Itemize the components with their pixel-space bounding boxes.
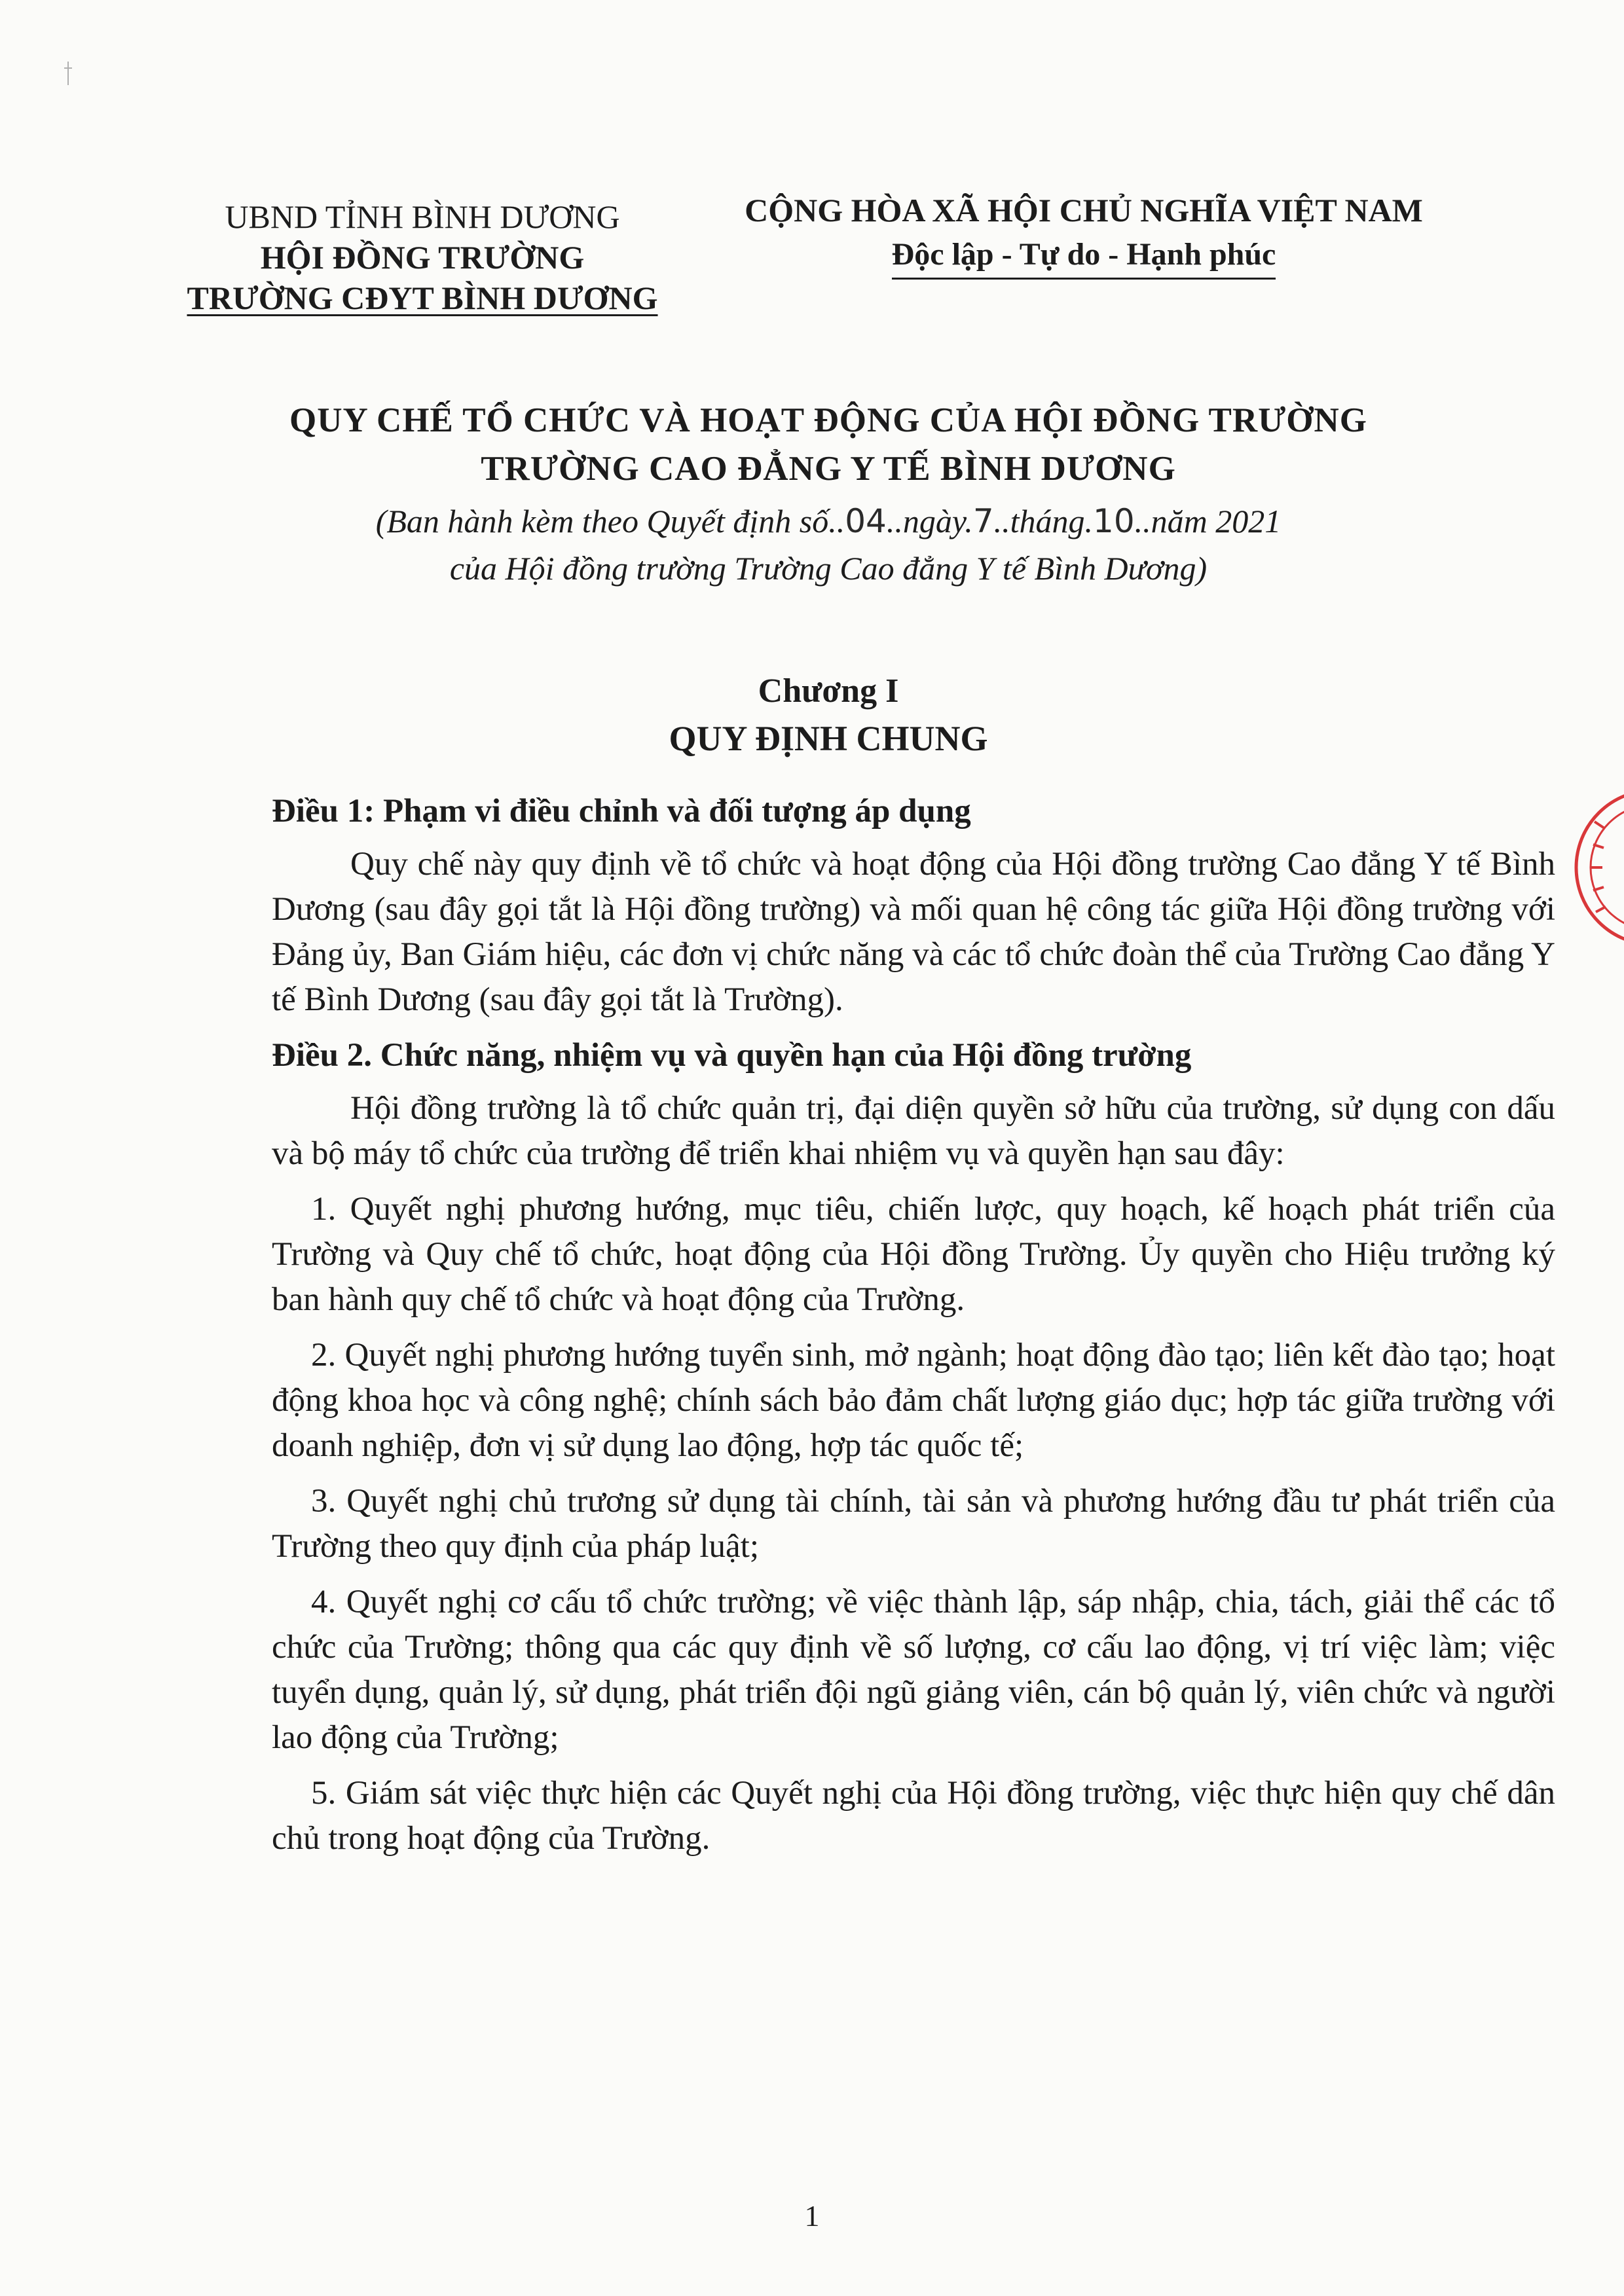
- chapter-name: QUY ĐỊNH CHUNG: [669, 719, 988, 758]
- chapter-heading: [196, 668, 1460, 762]
- article-1-title: Điều 1: Phạm vi điều chỉnh và đối tượng áp dụng: [272, 793, 971, 829]
- document-title: [196, 396, 1460, 493]
- school-name: TRƯỜNG CĐYT BÌNH DƯƠNG: [187, 280, 658, 316]
- school-council: HỘI ĐỒNG TRƯỜNG: [260, 239, 585, 276]
- article-1-body: Quy chế này quy định về tổ chức và hoạt động của Hội đồng trường Cao đẳng Y tế Bình Dương (sau đây gọi tắt là Hội đồng trường) và mối quan hệ công tác giữa Hội đồng trường với Đảng ủy, Ban Giám hiệu, các đơn vị chức năng và các tổ chức đoàn thể của Trường Cao đẳng Y tế Bình Dương (sau đây gọi tắt là Trường).: [272, 846, 1555, 1018]
- chapter-label: Chương I: [758, 672, 899, 710]
- article-2-item: 4. Quyết nghị cơ cấu tổ chức trường; về việc thành lập, sáp nhập, chia, tách, giải thể các tổ chức của Trường; thông qua các quy định về số lượng, cơ cấu lao động, vị trí việc làm; việc tuyển dụng, quản lý, sử dụng, phát triển đội ngũ giảng viên, cán bộ quản lý, viên chức và người lao động của Trường;: [272, 1584, 1555, 1756]
- national-heading: [681, 189, 1486, 280]
- issuing-authority: [164, 196, 681, 318]
- pencil-mark: [62, 60, 75, 86]
- article-2-item: 1. Quyết nghị phương hướng, mục tiêu, chiến lược, quy hoạch, kế hoạch phát triển của Trường và Quy chế tổ chức, hoạt động của Hội đồng Trường. Ủy quyền cho Hiệu trưởng ký ban hành quy chế tổ chức và hoạt động của Trường.: [272, 1191, 1555, 1318]
- article-2-item: 5. Giám sát việc thực hiện các Quyết nghị của Hội đồng trường, việc thực hiện quy chế dân chủ trong hoạt động của Trường.: [272, 1775, 1555, 1857]
- page-number: 1: [804, 2199, 820, 2232]
- article-2-title: Điều 2. Chức năng, nhiệm vụ và quyền hạn của Hội đồng trường: [272, 1037, 1192, 1074]
- province-committee: UBND TỈNH BÌNH DƯƠNG: [225, 198, 620, 235]
- title-line-2: TRƯỜNG CAO ĐẲNG Y TẾ BÌNH DƯƠNG: [481, 450, 1176, 488]
- title-line-1: QUY CHẾ TỔ CHỨC VÀ HOẠT ĐỘNG CỦA HỘI ĐỒNG TRƯỜNG: [289, 401, 1367, 439]
- document-body: [272, 789, 1555, 1872]
- official-stamp: [1555, 782, 1624, 953]
- document-subtitle: [196, 498, 1460, 592]
- subtitle-line-2: của Hội đồng trường Trường Cao đẳng Y tế Bình Dương): [449, 550, 1208, 587]
- article-2-item: 3. Quyết nghị chủ trương sử dụng tài chính, tài sản và phương hướng đầu tư phát triển của Trường theo quy định của pháp luật;: [272, 1483, 1555, 1565]
- decision-number: 04: [845, 502, 887, 540]
- national-motto: Độc lập - Tự do - Hạnh phúc: [892, 233, 1276, 280]
- article-2-item: 2. Quyết nghị phương hướng tuyển sinh, mở ngành; hoạt động đào tạo; liên kết đào tạo; hoạt động khoa học và công nghệ; chính sách bảo đảm chất lượng giáo dục; hợp tác giữa trường với doanh nghiệp, đơn vị sử dụng lao động, hợp tác quốc tế;: [272, 1337, 1555, 1464]
- decision-day: 7: [972, 502, 994, 540]
- subtitle-line-1: (Ban hành kèm theo Quyết định số..04..ngày.7..tháng.10..năm 2021: [375, 502, 1282, 540]
- article-2-intro: Hội đồng trường là tổ chức quản trị, đại diện quyền sở hữu của trường, sử dụng con dấu và bộ máy tổ chức của trường để triển khai nhiệm vụ và quyền hạn sau đây:: [272, 1090, 1555, 1172]
- nation-name: CỘNG HÒA XÃ HỘI CHỦ NGHĨA VIỆT NAM: [745, 192, 1423, 228]
- decision-month: 10: [1093, 502, 1135, 540]
